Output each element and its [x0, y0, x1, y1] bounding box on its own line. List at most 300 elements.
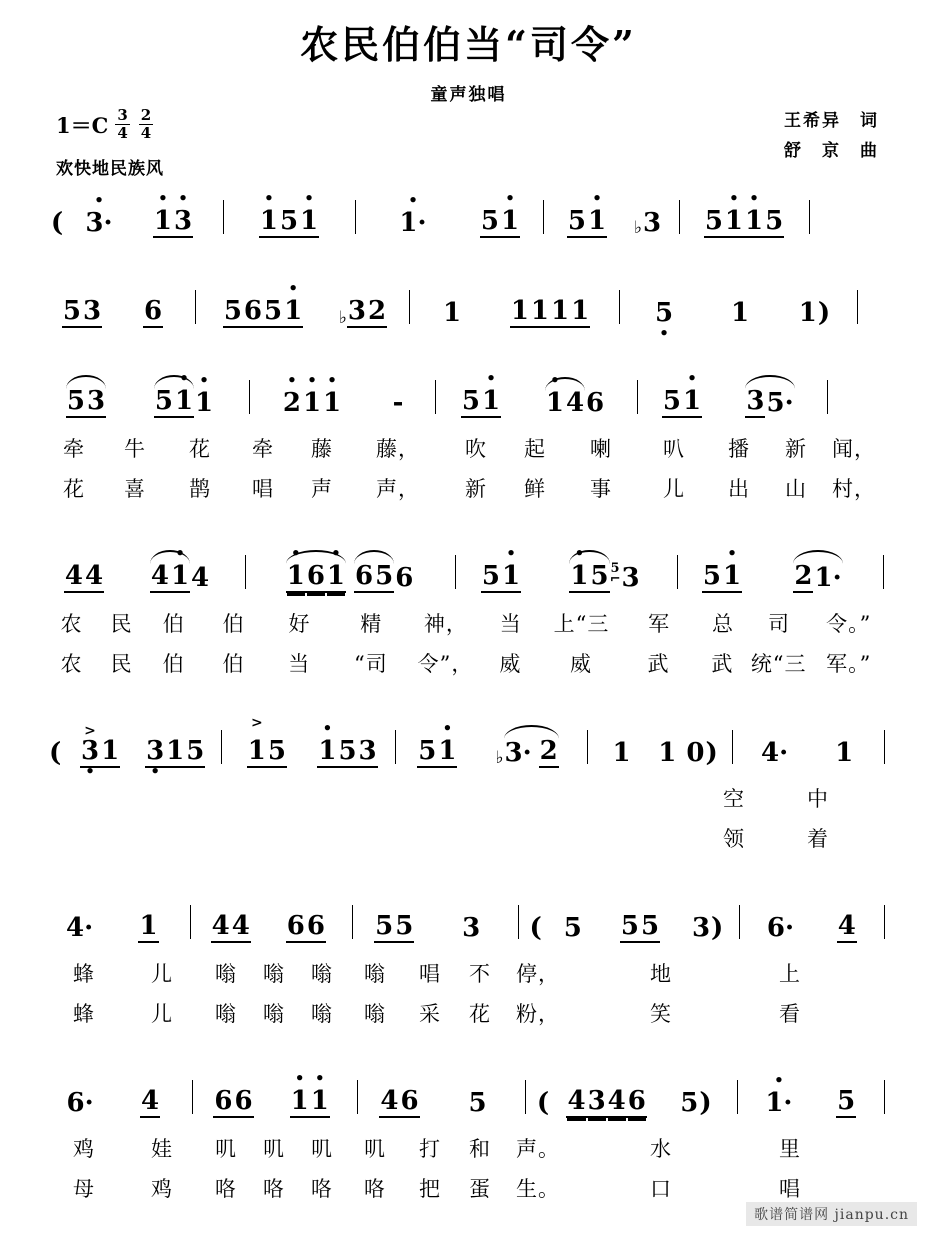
note-group [118, 282, 188, 328]
note-group [488, 282, 612, 328]
note: 4 [607, 1086, 626, 1116]
slur-group [745, 386, 794, 418]
note-group [196, 897, 265, 943]
lyric-syllable: 唱 [779, 1177, 801, 1201]
lyric-syllable: 叽 [311, 1137, 333, 1161]
lyric-syllable: 嗡 [215, 962, 237, 986]
note: 1 [612, 738, 631, 768]
note-group [435, 1072, 519, 1118]
note: 3 [83, 296, 102, 326]
lyric-syllable: 花 [189, 437, 211, 461]
open-paren: ( [49, 738, 62, 768]
grace-upper: 5 [610, 561, 620, 576]
note-group [624, 192, 672, 238]
barline [879, 897, 891, 943]
barline [184, 897, 196, 943]
lyric-syllable: 停， [516, 962, 560, 986]
lyric-syllable: 花 [469, 1002, 491, 1026]
note: 6 [286, 911, 305, 941]
note-group [594, 722, 649, 768]
slur-group [545, 388, 585, 418]
note-group [702, 282, 778, 328]
lyric-syllable: 打 [419, 1137, 441, 1161]
note: • 1 [501, 561, 521, 593]
note: 2 [794, 561, 813, 591]
lyric-syllable: 统“三 [750, 652, 807, 676]
note: 4· [760, 738, 789, 768]
barline [242, 372, 256, 418]
note-group [462, 547, 540, 593]
lyric-syllable: 上 [779, 962, 801, 986]
lyric-syllable: 唱 [252, 477, 274, 501]
note: • 1 [153, 206, 173, 238]
note: • 1 [545, 388, 565, 418]
note-group [306, 722, 388, 768]
notation-line-4 [46, 537, 891, 593]
lyric-syllable: 鸡 [73, 1137, 95, 1161]
barline [348, 192, 362, 238]
note: 3 [746, 386, 765, 416]
note: 6· [66, 1088, 94, 1118]
lyric-verse-2 [46, 993, 891, 1033]
note-group [644, 372, 720, 418]
note-group [46, 282, 118, 328]
lyric-syllable: 喇 [590, 437, 612, 461]
note: - [392, 388, 404, 418]
note-group [744, 1072, 814, 1118]
note: 6 [395, 563, 414, 593]
note: 5 [837, 1086, 856, 1116]
note: • 1 [481, 386, 501, 418]
lyric-syllable: 笑 [650, 1002, 672, 1026]
note: • 1 [500, 206, 520, 238]
note: • 2 [282, 388, 302, 418]
lyric-syllable: 当 [288, 652, 311, 676]
lyric-syllable: 当 [499, 612, 522, 636]
lyric-verse-1 [46, 603, 891, 643]
lyric-syllable: 领 [723, 827, 745, 851]
lyric-syllable: 儿 [151, 1002, 173, 1026]
lyric-syllable: 播 [728, 437, 750, 461]
lyric-syllable: 声 [311, 477, 333, 501]
note: 5 [468, 1088, 487, 1118]
barline [520, 1072, 533, 1118]
note-group [362, 192, 464, 238]
note: 1 [139, 911, 158, 941]
note: 2 [539, 736, 558, 766]
note: • 1· [764, 1088, 793, 1118]
meter-2-4 [137, 108, 155, 141]
lyric-syllable: 鹊 [189, 477, 211, 501]
lyric-syllable: 叭 [663, 437, 685, 461]
note: • 1 [299, 206, 319, 238]
note-group [550, 192, 624, 238]
slur-group [150, 561, 190, 593]
lyric-verse-1 [46, 1128, 891, 1168]
flat-sign: ♭ [495, 748, 504, 768]
note-group [430, 897, 513, 943]
barline [878, 722, 891, 768]
lyric-syllable: 牵 [63, 437, 85, 461]
note: • 1 [587, 206, 607, 238]
lyrics-row-6 [46, 953, 891, 1033]
lyric-syllable: 水 [650, 1137, 672, 1161]
note: 5 [279, 206, 299, 236]
lyric-verse-1 [46, 428, 891, 468]
note-group [649, 722, 726, 768]
barline [215, 722, 228, 768]
note: 5 [765, 206, 784, 236]
music-row-3 [0, 362, 937, 537]
lyric-verse-1 [690, 778, 891, 818]
note: 4 [567, 1086, 586, 1116]
note: • 1 [170, 561, 190, 593]
barline [238, 547, 252, 593]
note-group [114, 1072, 186, 1118]
page-title: 农民伯伯当“司令” [300, 22, 637, 67]
note: 6 [586, 388, 605, 418]
barline [670, 547, 684, 593]
note-group [122, 547, 238, 593]
barline [731, 1072, 744, 1118]
note: 5 [395, 911, 414, 941]
note: 6· [766, 913, 795, 943]
lyric-syllable: 喜 [124, 477, 146, 501]
lyric-syllable: 好 [288, 612, 311, 636]
note: 1 [571, 296, 590, 326]
notation-line-2 [46, 272, 891, 328]
note: 1 [551, 296, 570, 326]
note: 1· [814, 563, 842, 593]
note: 5 [338, 736, 357, 766]
note-group [660, 1072, 732, 1118]
meter-denominator: 4 [117, 124, 128, 142]
note-group [739, 722, 810, 768]
note: 3 [358, 736, 377, 766]
meter-numerator: 3 [117, 106, 128, 124]
note: 5 [590, 561, 609, 591]
note: • 3 [173, 206, 193, 238]
note-group [684, 547, 760, 593]
lyrics-row-5 [690, 778, 891, 858]
note-group [364, 1072, 436, 1118]
barline [448, 547, 462, 593]
lyric-syllable: 声， [376, 477, 420, 501]
note: 3 [587, 1086, 606, 1116]
lyrics-row-3 [46, 428, 891, 508]
music-row-6 [0, 887, 937, 1062]
lyric-syllable: 武 [711, 652, 734, 676]
note-group [442, 372, 520, 418]
lyric-syllable: 里 [779, 1137, 801, 1161]
open-paren: ( [536, 1088, 550, 1118]
lyric-syllable: 声。 [516, 1137, 560, 1161]
lyric-syllable: 出 [728, 477, 750, 501]
note-group [473, 722, 581, 768]
lyric-syllable: 民 [110, 612, 133, 636]
note-group [368, 372, 428, 418]
lyric-syllable: 起 [524, 437, 546, 461]
lyric-syllable: 武 [647, 652, 670, 676]
lyric-syllable: 和 [469, 1137, 491, 1161]
close-paren: ) [699, 1088, 712, 1118]
music-row-5 [0, 712, 937, 887]
note-group [68, 192, 130, 238]
lyric-syllable: 把 [419, 1177, 441, 1201]
note-group [416, 282, 488, 328]
note-group [554, 1072, 660, 1118]
lyric-syllable: 唱 [419, 962, 441, 986]
note: 1 [510, 296, 529, 326]
note: 1 [442, 298, 462, 328]
note: 5 [154, 386, 173, 416]
lyric-syllable: 令”， [417, 652, 474, 676]
note: • 1 [290, 1086, 310, 1118]
flat-sign: ♭ [338, 308, 347, 328]
lyric-syllable: 嗡 [311, 962, 333, 986]
lyric-syllable: 口 [650, 1177, 672, 1201]
note: 5 [223, 296, 242, 326]
lyric-syllable: 藤 [311, 437, 333, 461]
note: 1 [101, 736, 120, 766]
note: 3 [87, 386, 106, 416]
flat-sign: ♭ [633, 218, 642, 238]
note: 2 [368, 296, 387, 326]
note: • 1 [259, 206, 279, 238]
music-row-4 [0, 537, 937, 712]
note-group [64, 722, 135, 768]
key-label: 1＝C [56, 112, 109, 138]
note-group [546, 897, 599, 943]
slur-group [793, 561, 842, 593]
note-group [252, 547, 448, 593]
slur-group [66, 386, 106, 418]
lyric-syllable: 采 [419, 1002, 441, 1026]
lyric-syllable: 娃 [151, 1137, 173, 1161]
note: 5 [62, 296, 81, 326]
lyric-syllable: 军。” [826, 652, 872, 676]
note-group [359, 897, 430, 943]
lyric-syllable: 村， [832, 477, 876, 501]
note-group [778, 282, 850, 328]
barline [186, 1072, 199, 1118]
barline [820, 372, 834, 418]
note: • 1 [194, 388, 214, 418]
barline [581, 722, 594, 768]
note: • 1 [724, 206, 744, 238]
note: • 1 [322, 388, 342, 418]
note: • 1 [286, 561, 306, 593]
barline [878, 1072, 891, 1118]
note: 0 [686, 738, 705, 768]
lyric-syllable: “司 [354, 652, 388, 676]
lyric-syllable: 伯 [162, 652, 185, 676]
lyric-syllable: 上“三 [553, 612, 610, 636]
note: 5 [267, 736, 286, 766]
composer-credit: 舒 京 曲 [784, 141, 879, 161]
barline [612, 282, 626, 328]
lyric-syllable: 空 [723, 787, 745, 811]
note: 5 [186, 736, 205, 766]
note: 5 [563, 913, 582, 943]
note-group [113, 897, 184, 943]
grace-note [610, 563, 621, 585]
note: 5 [662, 386, 681, 416]
lyric-syllable: 嗡 [311, 1002, 333, 1026]
note-group [520, 372, 630, 418]
barline [351, 1072, 364, 1118]
note: 6 [243, 296, 262, 326]
lyric-syllable: 闻， [832, 437, 876, 461]
lyric-verse-2 [690, 818, 891, 858]
close-paren: ) [711, 913, 724, 943]
watermark: 歌谱简谱网 jianpu.cn [746, 1202, 917, 1226]
note: > 1 [247, 736, 267, 768]
lyric-syllable: 军 [648, 612, 671, 636]
note: 4 [211, 911, 230, 941]
note-group [324, 282, 402, 328]
note: 5 [680, 1088, 699, 1118]
note: 4 [837, 911, 856, 941]
lyric-syllable: 嗡 [364, 962, 386, 986]
lyric-syllable: 中 [807, 787, 829, 811]
note: 5 [620, 911, 639, 941]
lyric-syllable: 牵 [252, 437, 274, 461]
meter-3-4 [113, 108, 131, 141]
lyric-syllable: 叽 [215, 1137, 237, 1161]
lyric-syllable: 叽 [263, 1137, 285, 1161]
barline [389, 722, 402, 768]
lyrics-row-4 [46, 603, 891, 683]
note: 6 [306, 911, 325, 941]
note: 3 [642, 208, 662, 238]
note: 5 [480, 206, 499, 236]
barline [216, 192, 230, 238]
barline [876, 547, 890, 593]
note-group [230, 192, 348, 238]
notation-line-3 [46, 362, 891, 418]
barline [672, 192, 686, 238]
barline [734, 897, 746, 943]
notation-line-1 [46, 182, 891, 238]
note: 5 [702, 561, 721, 591]
note: 3 [691, 913, 711, 943]
note: • 1 [744, 206, 764, 238]
note: • 3· [84, 208, 113, 238]
close-paren: ) [705, 738, 718, 768]
note: • 1 [682, 386, 702, 418]
note: 4 [85, 561, 104, 591]
note-group [540, 547, 670, 593]
note-group [746, 897, 815, 943]
barline [536, 192, 550, 238]
note-group [202, 282, 324, 328]
lyric-syllable: 伯 [222, 652, 245, 676]
lyric-syllable: 农 [60, 652, 83, 676]
note: 1 [730, 298, 750, 328]
lyric-syllable: 精 [360, 612, 383, 636]
note-group [126, 372, 242, 418]
note: 3 [347, 296, 367, 326]
lyric-syllable: 牛 [124, 437, 146, 461]
lyric-syllable: 花 [63, 477, 85, 501]
barline [347, 897, 359, 943]
note-group [256, 372, 368, 418]
note: 6 [214, 1086, 233, 1116]
note-group [46, 1072, 114, 1118]
grace-lower: ⌐ [609, 572, 621, 587]
note: • 1 [317, 736, 337, 768]
note-group [681, 897, 734, 943]
lyric-syllable: 新 [785, 437, 807, 461]
note: 6 [355, 561, 374, 591]
barline [802, 192, 816, 238]
note: • 1 [174, 386, 194, 418]
lyrics-row-7 [46, 1128, 891, 1208]
lyric-syllable: 嗡 [364, 1002, 386, 1026]
note-group [626, 282, 702, 328]
lyric-syllable: 蛋 [469, 1177, 491, 1201]
barline [428, 372, 442, 418]
note-group [46, 372, 126, 418]
note: 5 [567, 206, 586, 236]
meter-numerator-2: 2 [140, 106, 152, 124]
note-group [760, 547, 876, 593]
note: • 1 [722, 561, 742, 593]
note-group [265, 897, 346, 943]
note: • 1 [569, 561, 589, 593]
note: 4 [64, 561, 83, 591]
slur-group [504, 736, 559, 768]
lyric-syllable: 民 [110, 652, 133, 676]
lyric-verse-1 [46, 953, 891, 993]
lyric-syllable: 农 [60, 612, 83, 636]
key-signature [56, 108, 155, 141]
note: 4 [141, 1086, 160, 1116]
note: 1 [835, 738, 854, 768]
barline [513, 897, 525, 943]
note: • 1 [310, 1086, 330, 1118]
lyric-syllable: 粉， [516, 1002, 560, 1026]
note: 4 [191, 563, 210, 593]
note-group [199, 1072, 269, 1118]
barline [630, 372, 644, 418]
barline [402, 282, 416, 328]
slur-group [354, 561, 394, 593]
lyric-syllable: 咯 [311, 1177, 333, 1201]
note: 1 [658, 738, 677, 768]
note-group [130, 192, 216, 238]
credits [784, 106, 879, 166]
notation-line-6 [46, 887, 891, 943]
lyric-syllable: 蜂 [73, 1002, 95, 1026]
lyric-syllable: 令。” [826, 612, 872, 636]
note: 1 [798, 298, 817, 328]
note: 5 [704, 206, 723, 236]
note: 5· [766, 388, 794, 418]
note: 4 [150, 561, 169, 591]
note-group [46, 547, 122, 593]
note: • 1 [326, 561, 346, 593]
lyric-syllable: 吹 [465, 437, 487, 461]
meter-denominator-2: 4 [140, 124, 152, 142]
note-group [814, 1072, 879, 1118]
lyric-syllable: 神， [423, 612, 468, 636]
notation-line-7 [46, 1062, 891, 1118]
note: 4· [66, 913, 94, 943]
lyric-syllable: 嗡 [215, 1002, 237, 1026]
lyric-syllable: 嗡 [263, 1002, 285, 1026]
